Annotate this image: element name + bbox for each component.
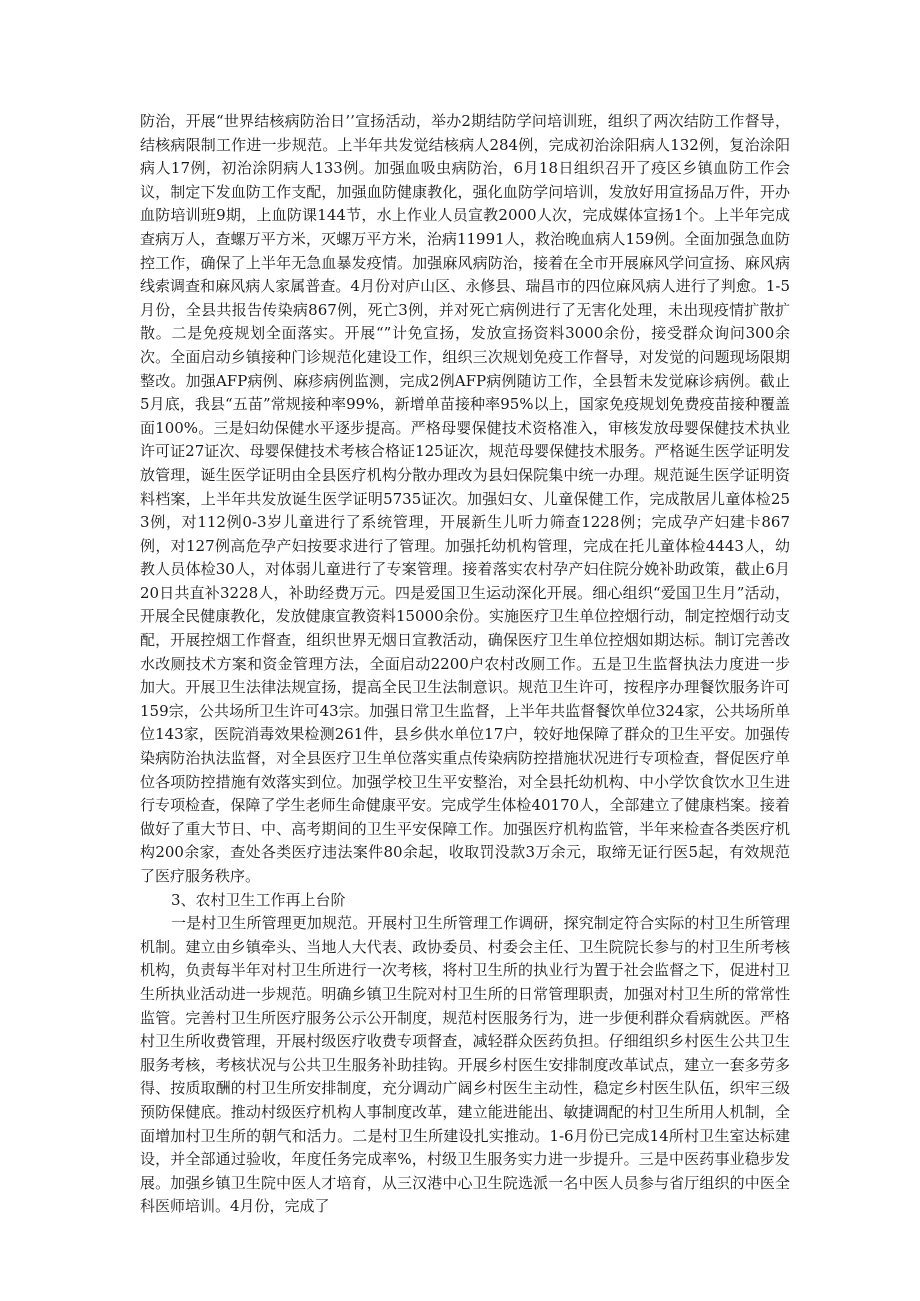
body-paragraph-2: 一是村卫生所管理更加规范。开展村卫生所管理工作调研，探究制定符合实际的村卫生所管理机制。建立由乡镇牵头、当地人大代表、政协委员、村委会主任、卫生院院长参与的村卫生所考核机构，负责每半年对村卫生所进行一次考核，将村卫生所的执业行为置于社会监督之下，促进村卫生所执业活动进一步规范。明确乡镇卫生院对村卫生所的日常管理职责，加强对村卫生所的常常性监管。完善村卫生所医疗服务公示公开制度，规范村医服务行为，进一步便利群众看病就医。严格村卫生所收费管理，开展村级医疗收费专项督查，减轻群众医药负担。仔细组织乡村医生公共卫生服务考核，考核状况与公共卫生服务补助挂钩。开展乡村医生安排制度改革试点，建立一套多劳多得、按质取酬的村卫生所安排制度，充分调动广阔乡村医生主动性，稳定乡村医生队伍，织牢三级预防保健底。推动村级医疗机构人事制度改革，建立能进能出、敏捷调配的村卫生所用人机制，全面增加村卫生所的朝气和活力。二是村卫生所建设扎实推动。1-6月份已完成14所村卫生室达标建设，并全部通过验收，年度任务完成率%，村级卫生服务实力进一步提升。三是中医药事业稳步发展。加强乡镇卫生院中医人才培育，从三汉港中心卫生院选派一名中医人员参与省厅组织的中医全科医师培训。4月份，完成了: [140, 914, 790, 1216]
document-page: [140, 110, 790, 1219]
body-paragraph-1: 防治，开展“世界结核病防治日’’宣扬活动，举办2期结防学问培训班，组织了两次结防工作督导，结核病限制工作进一步规范。上半年共发觉结核病人284例，完成初治涂阳病人132例，复治涂阳病人17例，初治涂阴病人133例。加强血吸虫病防治，6月18日组织召开了疫区乡镇血防工作会议，制定下发血防工作支配，加强血防健康教化，强化血防学问培训，发放好用宣扬品万件，开办血防培训班9期，上血防课144节，水上作业人员宣教2000人次，完成媒体宣扬1个。上半年完成查病万人，查螺万平方米，灭螺万平方米，治病11991人，救治晚血病人159例。全面加强急血防控工作，确保了上半年无急血暴发疫情。加强麻风病防治，接着在全市开展麻风学问宣扬、麻风病线索调查和麻风病人家属普查。4月份对庐山区、永修县、瑞昌市的四位麻风病人进行了判愈。1-5月份，全县共报告传染病867例，死亡3例，并对死亡病例进行了无害化处理，未出现疫情扩散扩散。二是免疫规划全面落实。开展“”计免宣扬，发放宣扬资料3000余份，接受群众询问300余次。全面启动乡镇接种门诊规范化建设工作，组织三次规划免疫工作督导，对发觉的问题现场限期整改。加强AFP病例、麻疹病例监测，完成2例AFP病例随访工作，全县暂未发觉麻诊病例。截止5月底，我县“五苗”常规接种率99%，新增单苗接种率95%以上，国家免疫规划免费疫苗接种覆盖面100%。三是妇幼保健水平逐步提高。严格母婴保健技术资格准入，审核发放母婴保健技术执业许可证27证次、母婴保健技术考核合格证125证次，规范母婴保健技术服务。严格诞生医学证明发放管理，诞生医学证明由全县医疗机构分散办理改为县妇保院集中统一办理。规范诞生医学证明资料档案，上半年共发放诞生医学证明5735证次。加强妇女、儿童保健工作，完成散居儿童体检253例，对112例0-3岁儿童进行了系统管理，开展新生儿听力筛查1228例；完成孕产妇建卡867例，对127例高危孕产妇按要求进行了管理。加强托幼机构管理，完成在托儿童体检4443人，幼教人员体检30人，对体弱儿童进行了专案管理。接着落实农村孕产妇住院分娩补助政策，截止6月20日共直补3228人，补助经费万元。四是爱国卫生运动深化开展。细心组织“爱国卫生月”活动，开展全民健康教化，发放健康宣教资料15000余份。实施医疗卫生单位控烟行动，制定控烟行动支配，开展控烟工作督查，组织世界无烟日宣教活动，确保医疗卫生单位控烟如期达标。制订完善改水改厕技术方案和资金管理方法，全面启动2200户农村改厕工作。五是卫生监督执法力度进一步加大。开展卫生法律法规宣扬，提高全民卫生法制意识。规范卫生许可，按程序办理餐饮服务许可159宗，公共场所卫生许可43宗。加强日常卫生监督，上半年共监督餐饮单位324家，公共场所单位143家，医院消毒效果检测261件，县乡供水单位17户，较好地保障了群众的卫生平安。加强传染病防治执法监督，对全县医疗卫生单位落实重点传染病防控措施状况进行专项检查，督促医疗单位各项防控措施有效落实到位。加强学校卫生平安整治，对全县托幼机构、中小学饮食饮水卫生进行专项检查，保障了学生老师生命健康平安。完成学生体检40170人，全部建立了健康档案。接着做好了重大节日、中、高考期间的卫生平安保障工作。加强医疗机构监管，半年来检查各类医疗机构200余家，查处各类医疗违法案件80余起，收取罚没款3万余元，取缔无证行医5起，有效规范了医疗服务秩序。: [140, 112, 790, 885]
section-heading-rural-health: 3、农村卫生工作再上台阶: [171, 890, 346, 909]
